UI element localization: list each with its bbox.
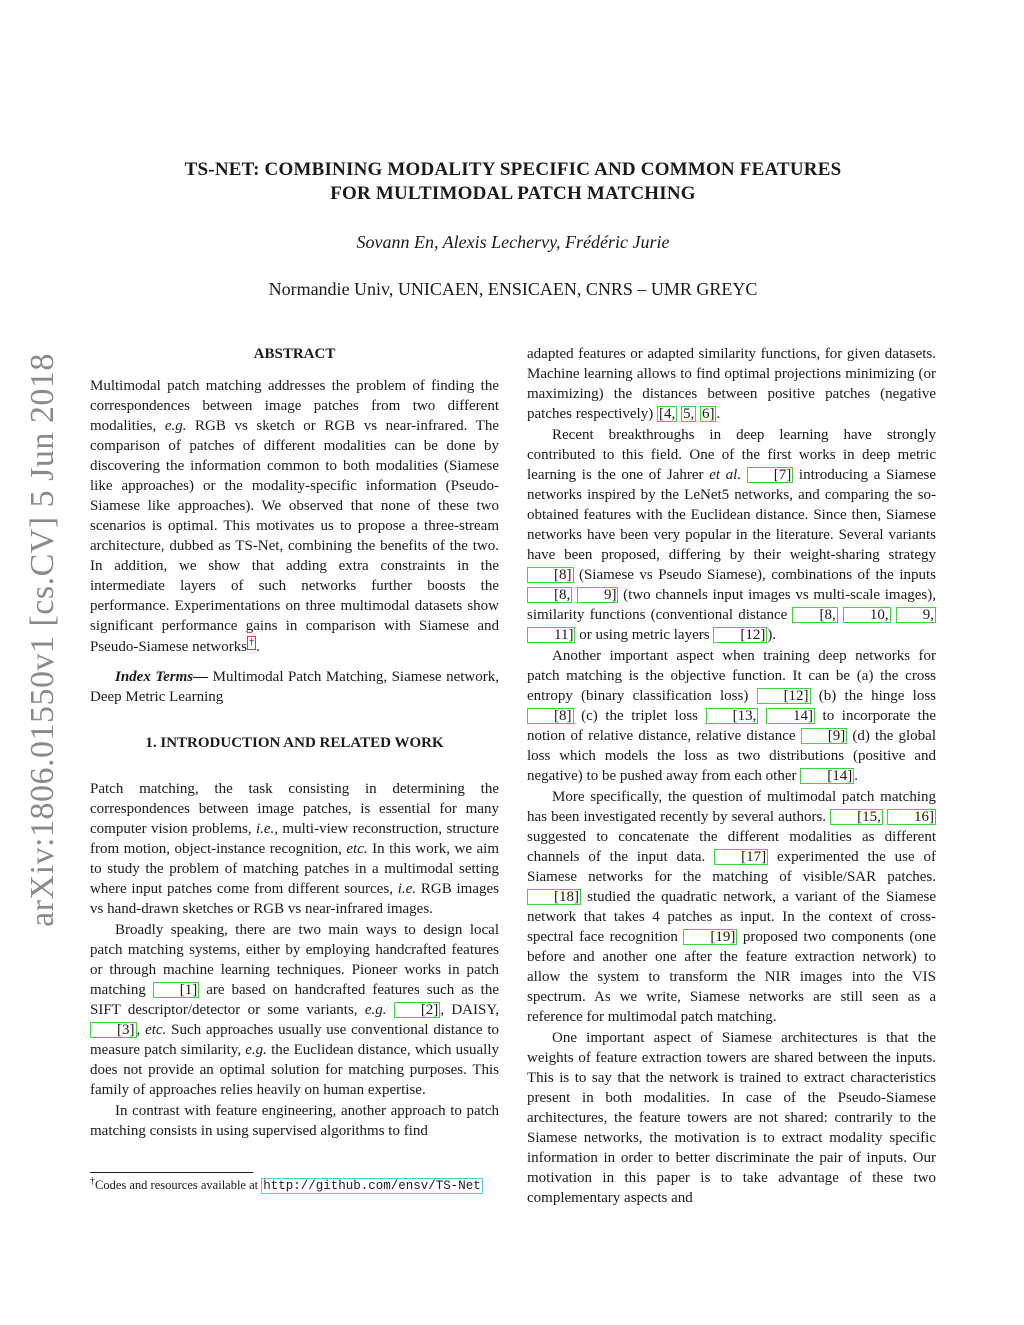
related-work-paragraph-4: More specifically, the question of multimodal patch matching has been investigated recently by several authors. [15, 16] suggested to concatenate the different modalities as different channels of the input data. [17] experimented the use of Siamese networks for the matching of visible/SAR patches. [18] studied the quadratic network, a variant of the Siamese network that takes 4 patches as input. In the context of cross-spectral face recognition [19] proposed two components (one before and another one after the feature extraction network) to allow the system to transform the NIR images into the VIS spectrum. As we write, Siamese networks are still seen as a reference for multimodal patch matching. (527, 789, 937, 1025)
abstract-text: Multimodal patch matching addresses the problem of finding the correspondences between image patches from two different modalities, e.g. RGB vs sketch or RGB vs near-infrared. The comparison of patches of different modalities can be done by discovering the information common to both modalities (Siamese like approaches) or the modality-specific information (Pseudo-Siamese like approaches). We observed that none of these two scenarios is optimal. This motivates us to propose a three-stream architecture, dubbed as TS-Net, combining the benefits of the two. In addition, we show that adding extra constraints in the intermediate layers of such networks further boosts the performance. Experimentations on three multimodal datasets show significant performance gains in comparison with Siamese and Pseudo-Siamese networks † . (90, 378, 499, 655)
citation-link[interactable]: 16] (887, 809, 936, 825)
citation-link[interactable]: [8, (527, 587, 572, 603)
citation-link[interactable]: 10, (843, 607, 891, 623)
citation-link[interactable]: [18] (527, 889, 581, 905)
citation-link[interactable]: 5, (682, 406, 695, 422)
intro-paragraph-1: Patch matching, the task consisting in determining the correspondences between image patches, is essential for many computer vision problems, i.e., multi-view reconstruction, structure from motion, object-instance recognition, etc. In this work, we aim to study the problem of matching patches in a multimodal setting where input patches come from different sources, i.e. RGB images vs hand-drawn sketches or RGB vs near-infrared images. (90, 781, 500, 917)
section-heading-intro: 1. INTRODUCTION AND RELATED WORK (145, 735, 444, 751)
footnote: †Codes and resources available at http://github.com/ensv/TS-Net (90, 1175, 481, 1193)
citation-link[interactable]: [8] (527, 567, 574, 583)
right-column (527, 344, 936, 1208)
citation-link[interactable]: [17] (714, 849, 768, 865)
citation-link[interactable]: [9] (801, 728, 848, 744)
citation-link[interactable]: [2] (394, 1002, 441, 1018)
citation-link[interactable]: [8] (527, 708, 574, 724)
intro-paragraph-2: Broadly speaking, there are two main ways to design local patch matching systems, either by employing handcrafted features or through machine learning techniques. Pioneer works in patch matching [1] are based on handcrafted features such as the SIFT descriptor/detector or some variants, e.g. [2] , DAISY, [3] , etc. Such approaches usually use conventional distance to measure patch similarity, e.g. the Euclidean distance, which usually does not provide an optimal solution for matching purposes. This family of approaches relies heavily on human expertise. (90, 922, 500, 1098)
citation-link[interactable]: [4, (658, 406, 676, 422)
arxiv-identifier: arXiv:1806.01550v1 [cs.CV] 5 Jun 2018 (24, 353, 61, 927)
related-work-paragraph-3: Another important aspect when training deep networks for patch matching is the objective function. It can be (a) the cross entropy (binary classification loss) [12] (b) the hinge loss [8] (c) the triplet loss [13, 14] to incorporate the notion of relative distance, relative distance [9] (d) the global loss which models the loss as two distributions (positive and negative) to be pushed away from each other [14] . (527, 648, 937, 784)
related-work-paragraph-5: One important aspect of Siamese architectures is that the weights of feature extraction towers are shared between the inputs. This is to say that the network is trained to extract characteristics present in both modalities. In case of the Pseudo-Siamese architectures, the feature towers are not shared: contrarily to the Siamese networks, the motivation is to extract modality specific information in order to better discriminate the pair of inputs. Our motivation in this paper is to take advantage of these two complementary aspects and (527, 1030, 936, 1206)
citation-link[interactable]: [8, (792, 607, 837, 623)
author-list: Sovann En, Alexis Lechervy, Frédéric Jurie (356, 232, 670, 252)
citation-link[interactable]: 6] (701, 406, 715, 422)
abstract-heading: ABSTRACT (253, 346, 336, 362)
index-terms: Index Terms— Multimodal Patch Matching, Siamese network, Deep Metric Learning (90, 669, 499, 705)
related-work-paragraph-2: Recent breakthroughs in deep learning have strongly contributed to this field. One of the first works in deep metric learning is the one of Jahrer et al. [7] introducing a Siamese networks inspired by the LeNet5 networks, and comparing the so-obtained features with the Euclidean distance. Since then, Siamese networks have been very popular in the literature. Several variants have been proposed, differing by their weight-sharing strategy [8] (Siamese vs Pseudo Siamese), combinations of the inputs [8, 9] (two channels input images vs multi-scale images), similarity functions (conventional distance [8, 10, 9, 11] or using metric layers [12] ). (527, 427, 937, 643)
citation-link[interactable]: 11] (527, 627, 575, 643)
footnote-divider (90, 1172, 253, 1173)
left-column (90, 344, 499, 1141)
title-line-1: TS-NET: COMBINING MODALITY SPECIFIC AND COMMON FEATURES (184, 159, 842, 180)
code-repository-link[interactable]: http://github.com/ensv/TS-Net (263, 1179, 481, 1193)
related-work-paragraph-1: adapted features or adapted similarity functions, for given datasets. Machine learning allows to find optimal projections minimizing (or maximizing) the distances between positive patches (negative patches respectively) [4, 5, 6] . (527, 346, 936, 422)
citation-link[interactable]: [14] (800, 768, 854, 784)
paper-title (90, 158, 936, 206)
citation-link[interactable]: [12] (757, 688, 811, 704)
footnote-mark-link[interactable]: † (249, 637, 255, 648)
intro-paragraph-3: In contrast with feature engineering, another approach to patch matching consists in using supervised algorithms to find (90, 1103, 499, 1139)
citation-link[interactable]: 9] (577, 587, 619, 603)
citation-link[interactable]: [12] (713, 627, 767, 643)
citation-link[interactable]: [13, (706, 708, 759, 724)
citation-link[interactable]: 9, (896, 607, 936, 623)
title-line-2: FOR MULTIMODAL PATCH MATCHING (330, 183, 696, 204)
citation-link[interactable]: [15, (830, 809, 883, 825)
index-terms-label: Index Terms— (115, 669, 209, 685)
citation-link[interactable]: [19] (683, 929, 737, 945)
citation-link[interactable]: [3] (90, 1022, 137, 1038)
citation-link[interactable]: 14] (766, 708, 815, 724)
affiliation: Normandie Univ, UNICAEN, ENSICAEN, CNRS – UMR GREYC (268, 279, 758, 299)
citation-link[interactable]: [1] (153, 982, 200, 998)
citation-link[interactable]: [7] (747, 467, 794, 483)
